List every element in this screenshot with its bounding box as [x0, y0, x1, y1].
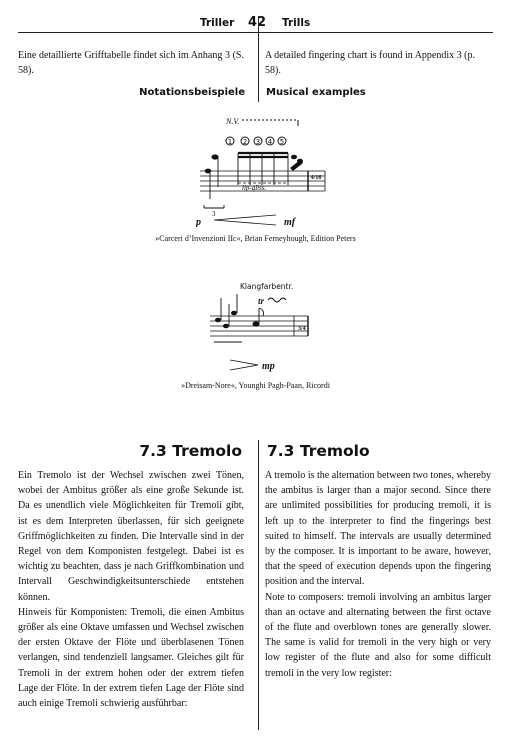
tremolo-para-de-2: Hinweis für Komponisten: Tremoli, die einen Ambitus größer als eine Oktave umfassen und Wechsel zwischen der ersten Oktave der Flöte und überblasenen Tönen verlangen, sind tendenziell langsamer. Gleiches gilt für Tremoli in der extrem hohen oder der extrem tiefen Lage der Flöte. In der extrem tiefen Lage der Flöte sind auch einige Tremoli schwierig ausführbar:: [18, 606, 244, 710]
finger-num-2: 2: [242, 138, 248, 146]
diminuendo-hairpin: [230, 360, 258, 370]
finger-num-3: 3: [255, 138, 261, 146]
nv-marking: N.V.: [226, 117, 240, 126]
examples-heading-de: Notationsbeispiele: [139, 87, 245, 98]
trill-mark: tr: [258, 296, 265, 306]
intro-de: Eine detaillierte Grifftabelle findet sich im Anhang 3 (S. 58).: [18, 50, 244, 77]
tremolo-text-de: [18, 468, 244, 711]
header-left: Triller: [200, 17, 235, 29]
example-2-caption: »Dreisam-Nore«, Younghi Pagh-Paan, Ricordi: [181, 381, 330, 390]
examples-heading-en: Musical examples: [266, 87, 366, 98]
music-example-2: [196, 280, 316, 372]
music-example-1: [190, 113, 330, 227]
page-number: 42: [248, 15, 267, 30]
column-divider-bottom: [258, 440, 259, 730]
tremolo-text-en: [265, 468, 491, 681]
intro-en: A detailed fingering chart is found in Appendix 3 (p. 58).: [265, 50, 475, 77]
gliss-label: lip-gliss.: [242, 184, 267, 192]
tremolo-para-en-1: A tremolo is the alternation between two tones, whereby the ambitus is larger than a major second. Since there are unlimited possibilities for producing tremoli, it is left up to the interpreter to find the fingerings best suited to himself. The intervals are usually determined by the composer. It is important to be aware, however, that the speed of execution depends upon the fingering position and the interval.: [265, 470, 491, 588]
finger-num-5: 5: [279, 138, 285, 146]
time-signature-2: 3/4: [298, 326, 306, 332]
finger-num-4: 4: [267, 138, 273, 146]
column-divider-top: [258, 16, 259, 86]
tremolo-para-en-2: Note to composers: tremoli involving an ambitus larger than an octave and alternating between the first octave of the flute and overblown tones are generally slower. The same is valid for tremoli in the very high or very low register of the flute and also for some difficult tremoli in the very low register:: [265, 591, 491, 679]
running-header: [18, 16, 493, 32]
triplet-label: 3: [212, 210, 216, 218]
column-divider-sub: [258, 86, 259, 102]
section-title-en: 7.3 Tremolo: [267, 442, 370, 460]
example-1-caption: »Carceri d’Invenzioni IIc«, Brian Ferneyhough, Edition Peters: [155, 234, 356, 243]
dynamic-start: p: [196, 217, 201, 227]
finger-num-1: 1: [227, 138, 233, 146]
dynamic-mp: mp: [262, 361, 275, 372]
klangfarben-label: Klangfarbentr.: [240, 282, 294, 291]
header-right: Trills: [282, 17, 311, 29]
dynamic-end: mf: [284, 217, 296, 227]
header-rule: [18, 32, 493, 33]
crescendo-hairpin: [214, 215, 276, 225]
time-signature-1: 4/16: [310, 175, 322, 181]
tremolo-para-de-1: Ein Tremolo ist der Wechsel zwischen zwei Tönen, wobei der Ambitus größer als eine große Sekunde ist. Da es unendlich viele Möglichkeiten für Tremoli gibt, ist es dem Interpreten überlassen, für sich geeignete Griffmöglichkeiten zu finden. Die Intervalle sind in der Regel von dem Komponisten festgelegt. Dabei ist es wichtig zu beachten, dass je nach Griffkombination und Intervall Geschwindigkeitsunterschiede entstehen können.: [18, 470, 244, 603]
section-title-de: 7.3 Tremolo: [139, 442, 242, 460]
